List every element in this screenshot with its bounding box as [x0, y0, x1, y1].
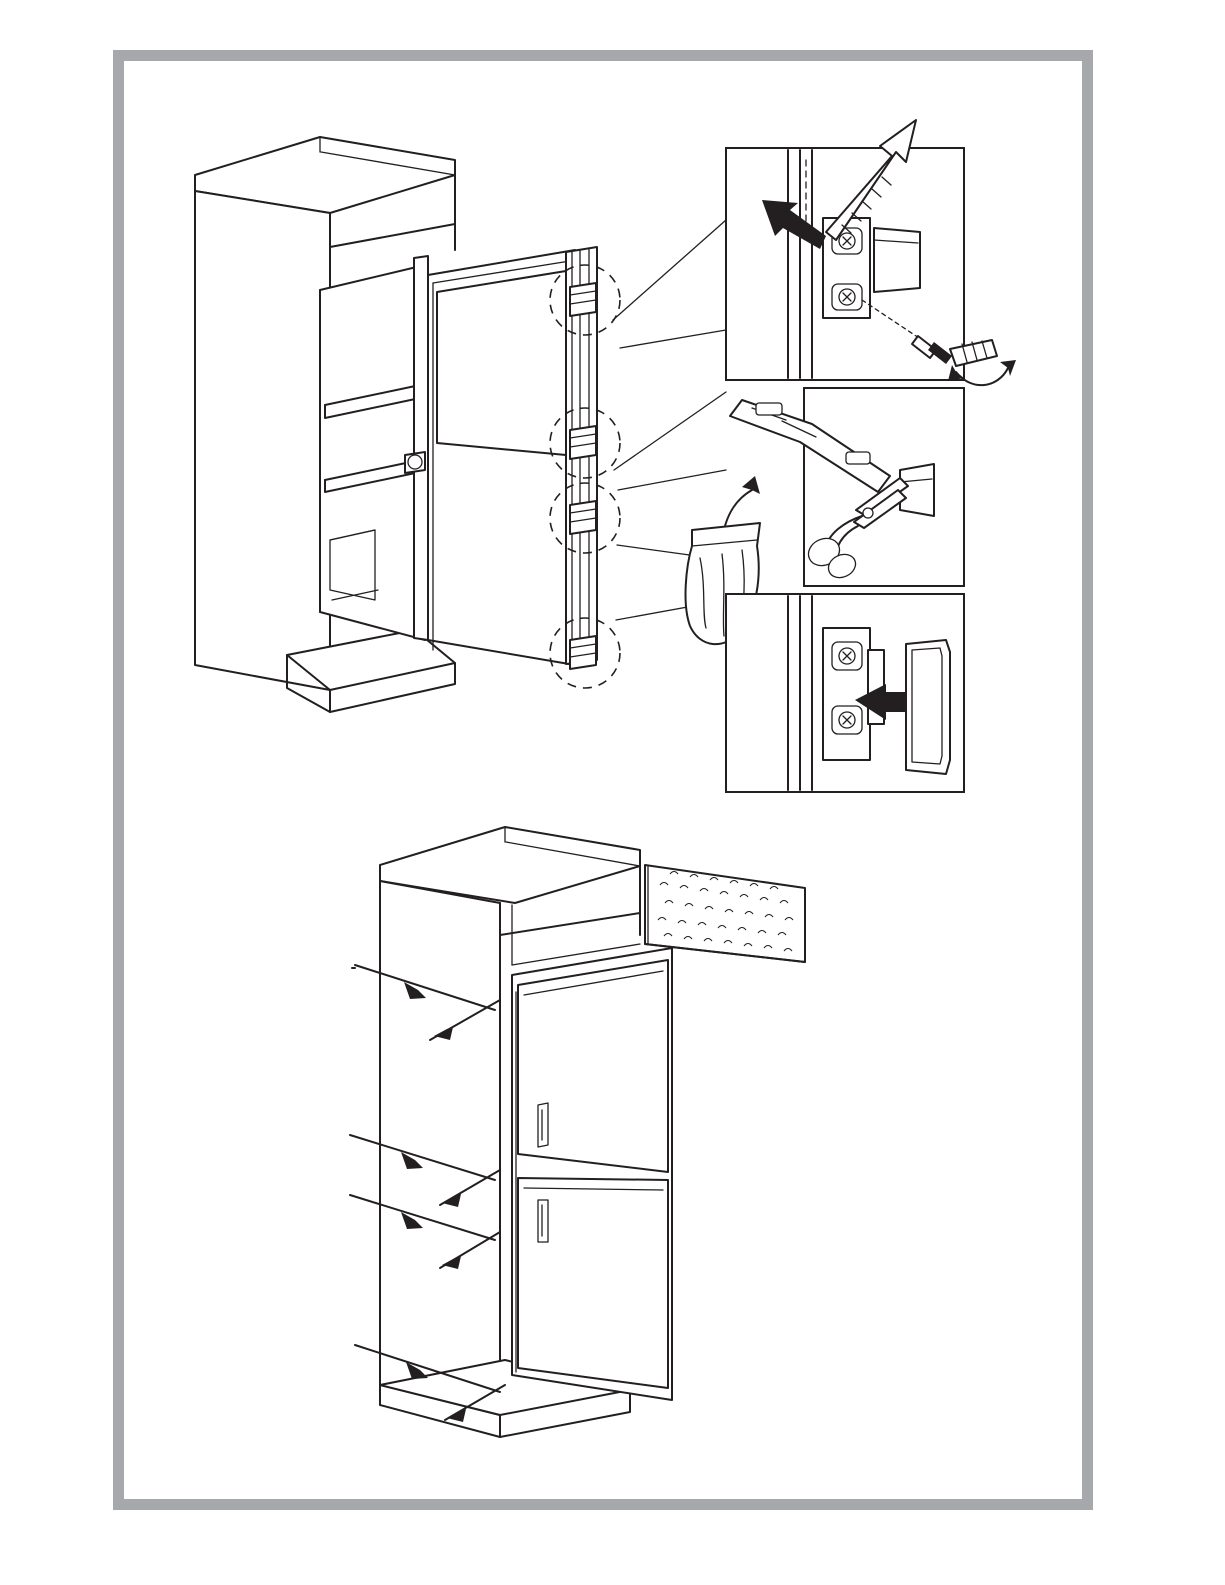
fig-top-cabinet-assembly — [195, 137, 726, 712]
fig-detail-3-cover-cap — [726, 594, 964, 792]
fig-bottom-alignment — [350, 827, 805, 1437]
fig-detail-1-slider-screw — [726, 120, 1016, 385]
decor-door-panel — [645, 865, 805, 962]
